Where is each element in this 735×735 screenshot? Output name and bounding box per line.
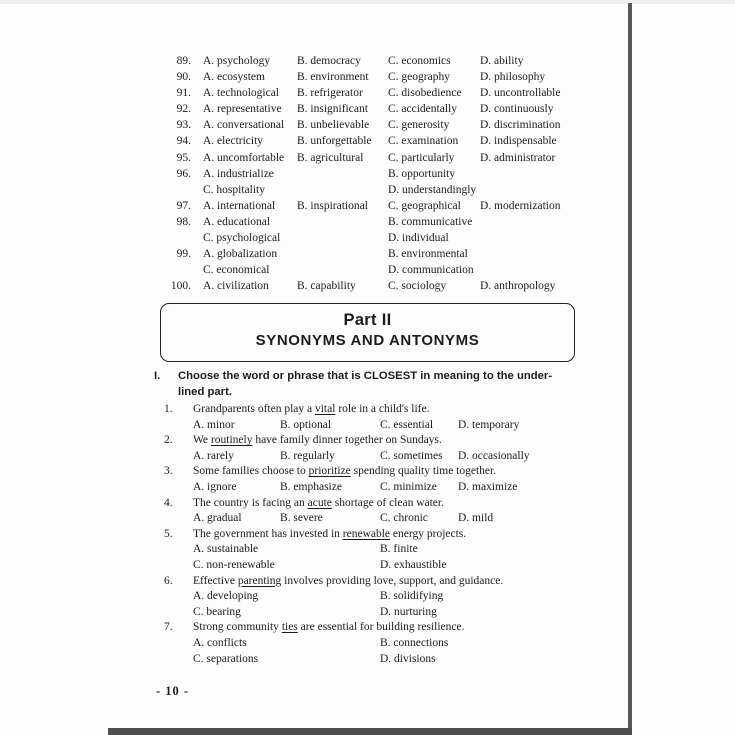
- option-c: C. economics: [388, 55, 451, 67]
- question-number: 4.: [164, 496, 173, 509]
- option-d: D. uncontrollable: [480, 87, 561, 100]
- option-c: C. hospitality: [203, 183, 265, 196]
- options-row: [150, 542, 620, 558]
- question-number: 7.: [164, 621, 173, 634]
- option-c: C. particularly: [388, 151, 455, 164]
- option-c: C. geography: [388, 71, 450, 84]
- options-row: [150, 511, 620, 527]
- question-sentence-row: [150, 464, 620, 480]
- option-c: C. sometimes: [380, 449, 443, 462]
- vocab-row: [150, 133, 620, 149]
- option-c: C. geographical: [388, 199, 461, 212]
- question-number: 95.: [176, 151, 191, 164]
- option-b: B. environment: [297, 71, 369, 84]
- options-row: [150, 605, 620, 621]
- question-number-blank: [150, 230, 203, 246]
- question-number: 91.: [176, 87, 191, 100]
- vocab-row: [150, 69, 620, 85]
- option-a: A. conversational: [203, 119, 285, 132]
- option-a: A. ecosystem: [203, 71, 265, 84]
- sentence-post: shortage of clean water.: [331, 496, 444, 509]
- option-b: B. communicative: [388, 215, 473, 228]
- instruction-line2: lined part.: [178, 385, 232, 398]
- option-c: C. essential: [380, 418, 434, 431]
- option-a: A. conflicts: [193, 636, 247, 649]
- option-b: B. capability: [297, 280, 356, 293]
- scan-top-edge: [0, 0, 735, 4]
- question-sentence: [193, 527, 620, 543]
- options-row: [150, 558, 620, 574]
- vocab-row: [150, 101, 620, 117]
- question-sentence: [193, 402, 620, 418]
- option-a: A. gradual: [193, 512, 242, 525]
- question-sentence-row: [150, 527, 620, 543]
- question-number: 2.: [164, 434, 173, 447]
- underlined-word: parenting: [237, 574, 282, 587]
- vocab-row: [150, 85, 620, 101]
- sentence-pre: Strong community: [193, 621, 282, 634]
- option-c: C. examination: [388, 135, 459, 148]
- option-a: A. sustainable: [193, 543, 259, 556]
- question-sentence-row: [150, 433, 620, 449]
- vocab-row: [150, 214, 620, 230]
- question-number: 90.: [176, 71, 191, 84]
- option-a: A. psychology: [203, 55, 271, 67]
- option-d: D. mild: [458, 512, 494, 525]
- options-row: [150, 449, 620, 465]
- option-c: C. sociology: [388, 280, 447, 293]
- option-b: B. democracy: [297, 55, 361, 67]
- options-row: [150, 418, 620, 434]
- question-number: 98.: [176, 215, 191, 228]
- section-title: SYNONYMS AND ANTONYMS: [255, 332, 480, 349]
- options-row: [150, 480, 620, 496]
- vocab-row-cont: [150, 262, 620, 278]
- sentence-post: spending quality time together.: [350, 465, 497, 478]
- option-a: A. electricity: [203, 135, 264, 148]
- question-sentence: [193, 464, 620, 480]
- section-instruction: [152, 369, 592, 400]
- option-b: B. inspirational: [297, 199, 368, 212]
- option-a: A. ignore: [193, 480, 237, 493]
- option-b: B. refrigerator: [297, 87, 363, 100]
- sentence-pre: The country is facing an: [193, 496, 308, 509]
- option-b: B. regularly: [280, 449, 335, 462]
- option-a: A. industrialize: [203, 167, 274, 180]
- option-d: D. indispensable: [480, 135, 557, 148]
- question-number-blank: [150, 182, 203, 198]
- option-b: B. solidifying: [380, 590, 444, 603]
- sentence-pre: We: [193, 434, 211, 447]
- question-sentence: [193, 574, 620, 590]
- option-d: D. divisions: [380, 652, 436, 665]
- question-number: 94.: [176, 135, 191, 148]
- option-d: D. ability: [480, 55, 524, 67]
- option-d: D. discrimination: [480, 119, 561, 132]
- option-c: C. economical: [203, 264, 270, 277]
- sentence-pre: Some families choose to: [193, 465, 309, 478]
- options-row: [150, 652, 620, 668]
- option-d: D. individual: [388, 232, 449, 245]
- question-number: 99.: [176, 248, 191, 261]
- sentence-post: involves providing love, support, and guidance.: [281, 574, 504, 587]
- option-a: A. civilization: [203, 280, 269, 293]
- option-c: C. accidentally: [388, 103, 457, 116]
- option-c: C. bearing: [193, 605, 241, 618]
- option-c: C. psychological: [203, 232, 281, 245]
- underlined-word: acute: [307, 496, 332, 509]
- option-a: A. minor: [193, 418, 235, 431]
- option-a: A. international: [203, 199, 276, 212]
- question-number: 96.: [176, 167, 191, 180]
- sentence-post: are essential for building resilience.: [297, 621, 465, 634]
- vocab-question-list: [150, 53, 620, 294]
- sentence-pre: Grandparents often play a: [193, 403, 315, 415]
- option-d: D. nurturing: [380, 605, 437, 618]
- part-label: Part II: [343, 311, 392, 329]
- option-c: C. chronic: [380, 512, 428, 525]
- question-sentence-row: [150, 574, 620, 590]
- option-c: C. separations: [193, 652, 259, 665]
- question-number: 92.: [176, 103, 191, 116]
- options-row: [150, 636, 620, 652]
- page-number: - 10 -: [156, 684, 190, 698]
- question-sentence-row: [150, 620, 620, 636]
- sentence-pre: Effective: [193, 574, 238, 587]
- question-number: 6.: [164, 574, 173, 587]
- instruction-line1: Choose the word or phrase that is CLOSEST in meaning to the under-: [178, 370, 553, 382]
- instruction-numeral: I.: [154, 370, 161, 382]
- option-c: C. non-renewable: [193, 558, 275, 571]
- question-number: 100.: [170, 280, 191, 293]
- option-a: A. technological: [203, 87, 280, 100]
- option-d: D. temporary: [458, 418, 520, 431]
- option-d: D. modernization: [480, 199, 561, 212]
- question-number-blank: [150, 262, 203, 278]
- option-c: C. minimize: [380, 480, 437, 493]
- option-a: A. rarely: [193, 449, 234, 462]
- vocab-row: [150, 278, 620, 294]
- question-sentence: [193, 620, 620, 636]
- option-b: B. environmental: [388, 248, 468, 261]
- options-row: [150, 589, 620, 605]
- synonym-question-list: [150, 402, 620, 667]
- question-number: 93.: [176, 119, 191, 132]
- option-b: B. opportunity: [388, 167, 456, 180]
- vocab-row-cont: [150, 182, 620, 198]
- part-header-box: [160, 303, 575, 362]
- vocab-row: [150, 246, 620, 262]
- underlined-word: renewable: [342, 527, 391, 540]
- underlined-word: routinely: [210, 434, 253, 447]
- option-b: B. severe: [280, 512, 323, 525]
- scan-right-edge-shadow: [628, 3, 632, 735]
- option-d: D. maximize: [458, 480, 518, 493]
- option-d: D. occasionally: [458, 449, 530, 462]
- sentence-post: energy projects.: [390, 527, 467, 540]
- question-sentence: [193, 496, 620, 512]
- option-c: C. disobedience: [388, 87, 462, 100]
- question-sentence-row: [150, 402, 620, 418]
- vocab-row: [150, 53, 620, 69]
- option-b: B. optional: [280, 418, 332, 431]
- option-d: D. exhaustible: [380, 558, 447, 571]
- option-b: B. agricultural: [297, 151, 364, 164]
- option-d: D. understandingly: [388, 183, 477, 196]
- vocab-row-cont: [150, 230, 620, 246]
- option-c: C. generosity: [388, 119, 450, 132]
- question-number: 97.: [176, 199, 191, 212]
- question-number: 5.: [164, 527, 173, 540]
- vocab-row: [150, 198, 620, 214]
- option-b: B. unforgettable: [297, 135, 372, 148]
- question-number: 1.: [164, 403, 173, 415]
- question-number: 3.: [164, 465, 173, 478]
- question-sentence-row: [150, 496, 620, 512]
- instruction-text: [178, 369, 592, 400]
- option-a: A. educational: [203, 215, 271, 228]
- option-d: D. philosophy: [480, 71, 546, 84]
- option-d: D. continuously: [480, 103, 554, 116]
- sentence-post: role in a child's life.: [335, 403, 430, 415]
- option-d: D. administrator: [480, 151, 556, 164]
- underlined-word: vital: [314, 403, 336, 415]
- scan-bottom-edge-shadow: [108, 728, 632, 735]
- option-d: D. anthropology: [480, 280, 556, 293]
- question-number: 89.: [176, 55, 191, 67]
- vocab-row: [150, 150, 620, 166]
- option-d: D. communication: [388, 264, 474, 277]
- option-b: B. connections: [380, 636, 449, 649]
- vocab-row: [150, 166, 620, 182]
- sentence-post: have family dinner together on Sundays.: [252, 434, 442, 447]
- question-sentence: [193, 433, 620, 449]
- option-b: B. insignificant: [297, 103, 368, 116]
- option-a: A. representative: [203, 103, 282, 116]
- option-a: A. globalization: [203, 248, 278, 261]
- underlined-word: ties: [281, 621, 298, 634]
- option-b: B. emphasize: [280, 480, 342, 493]
- option-a: A. developing: [193, 590, 259, 603]
- option-b: B. finite: [380, 543, 418, 556]
- vocab-row: [150, 117, 620, 133]
- option-a: A. uncomfortable: [203, 151, 285, 164]
- option-b: B. unbelievable: [297, 119, 370, 132]
- sentence-pre: The government has invested in: [193, 527, 343, 540]
- underlined-word: prioritize: [308, 465, 351, 478]
